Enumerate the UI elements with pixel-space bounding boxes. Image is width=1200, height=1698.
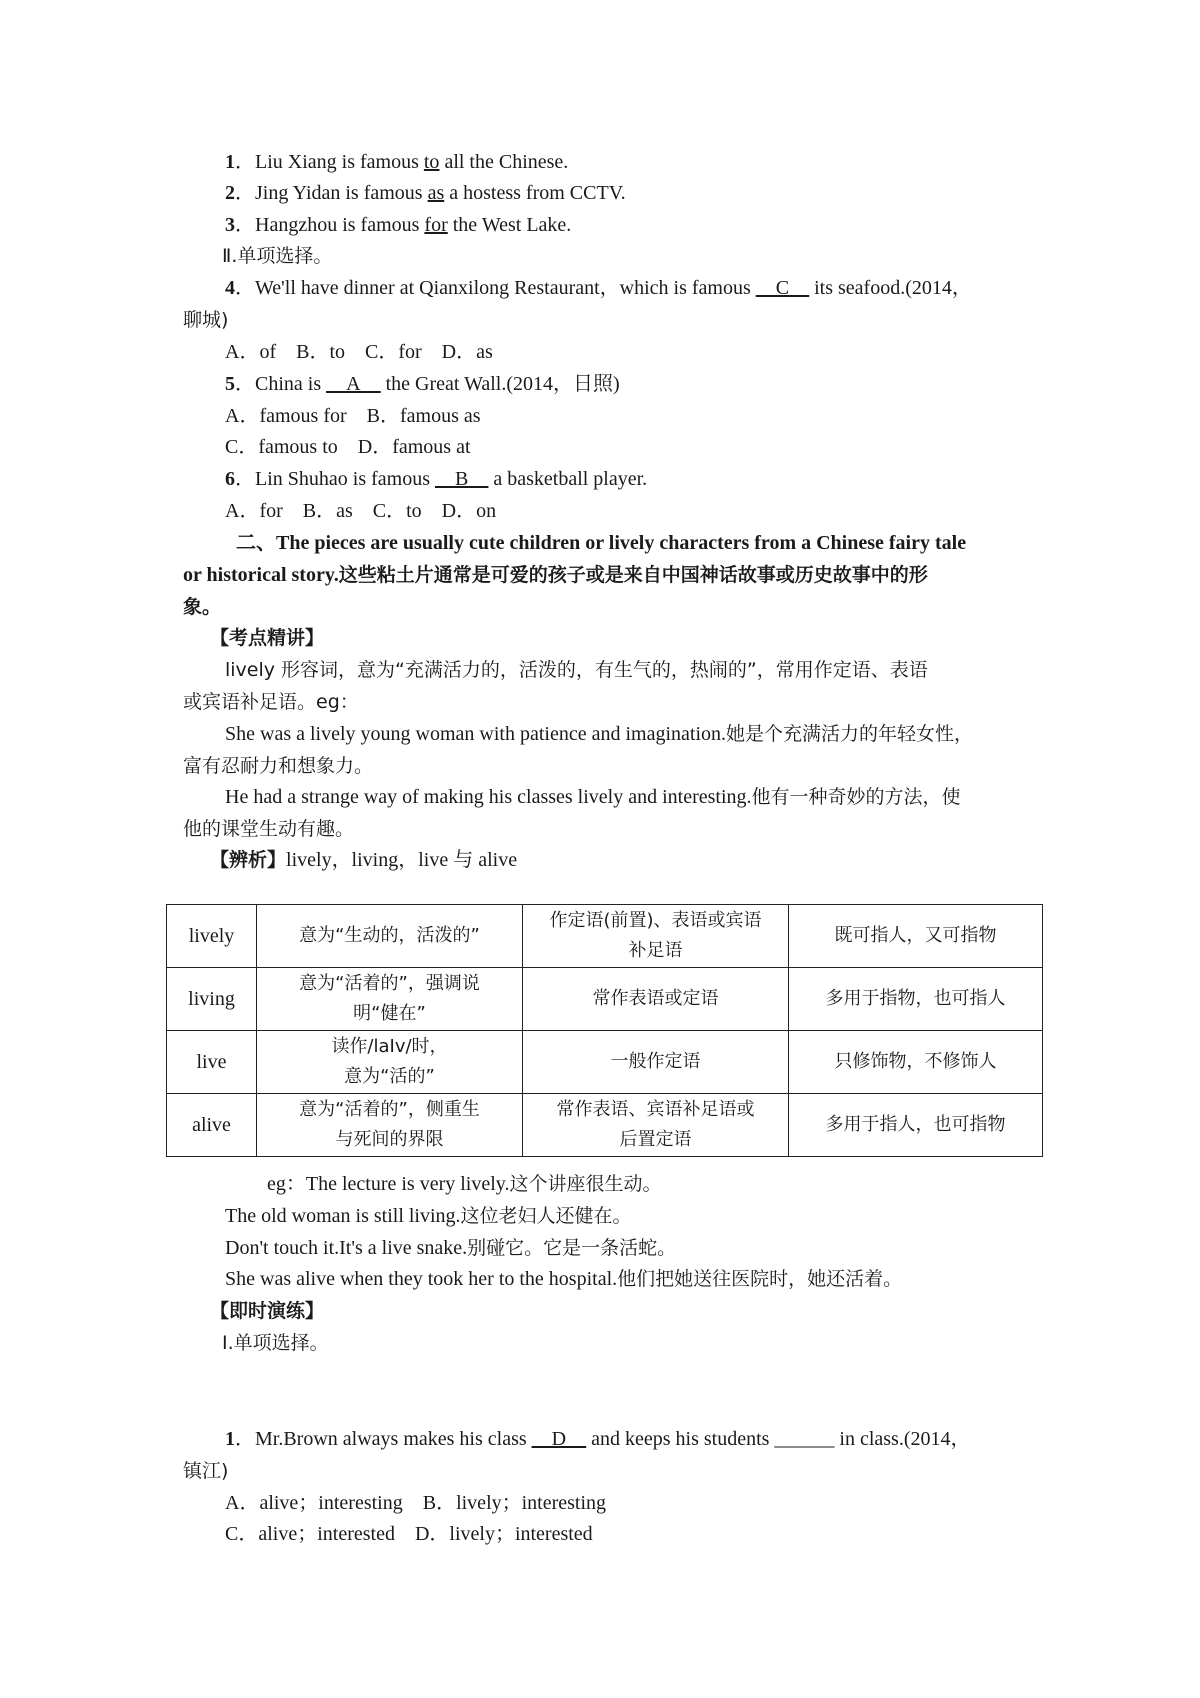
question-1-options-cd: C．alive；interested D．lively；interested	[225, 1523, 593, 1545]
table-cell-meaning-line: 意为“活的”	[344, 1066, 435, 1087]
answer-5: __A__	[326, 373, 381, 395]
section-i-title: Ⅰ.单项选择。	[222, 1332, 329, 1354]
table-cell-usage	[523, 905, 789, 968]
question-4-cont: 聊城)	[183, 309, 229, 331]
table-cell-target: 多用于指物，也可指人	[789, 968, 1043, 1031]
table-cell-usage-line: 补足语	[628, 940, 683, 961]
question-4: 4．We'll have dinner at Qianxilong Restaurant，which is famous __C__ its seafood.(2014，	[225, 277, 972, 299]
table-cell-usage	[523, 968, 789, 1031]
kaodian-heading: 【考点精讲】	[210, 627, 325, 649]
table-cell-word: alive	[167, 1094, 257, 1157]
eg-line-2: The old woman is still living.这位老妇人还健在。	[225, 1205, 632, 1227]
table-cell-meaning-line: 意为“生动的，活泼的”	[299, 925, 480, 946]
point-2-line-3: 象。	[183, 596, 222, 618]
item-2: 2．Jing Yidan is famous as a hostess from CCTV.	[225, 182, 626, 204]
example-1: She was a lively young woman with patience and imagination.她是个充满活力的年轻女性，	[225, 723, 974, 745]
question-6: 6．Lin Shuhao is famous __B__ a basketball player.	[225, 468, 648, 490]
table-cell-usage-line: 后置定语	[619, 1129, 692, 1150]
question-1-cont: 镇江)	[183, 1460, 229, 1482]
table-cell-meaning-line: 意为“活着的”，侧重生	[299, 1099, 480, 1120]
answer-4: __C__	[755, 277, 810, 299]
question-1: 1．Mr.Brown always makes his class __D__ and keeps his students ______ in class.(2014，	[225, 1428, 971, 1450]
practice-heading: 【即时演练】	[210, 1300, 325, 1322]
item-3: 3．Hangzhou is famous for the West Lake.	[225, 214, 572, 236]
comparison-table	[166, 904, 1043, 1157]
table-cell-meaning	[257, 968, 523, 1031]
section-ii-title: Ⅱ.单项选择。	[222, 245, 333, 267]
table-cell-usage	[523, 1031, 789, 1094]
table-row	[167, 968, 1043, 1031]
table-cell-target: 只修饰物，不修饰人	[789, 1031, 1043, 1094]
table-cell-word: live	[167, 1031, 257, 1094]
item-1: 1．Liu Xiang is famous to all the Chinese.	[225, 151, 569, 173]
table-cell-meaning-line: 意为“活着的”，强调说	[299, 973, 480, 994]
table-cell-target: 既可指人，又可指物	[789, 905, 1043, 968]
example-2: He had a strange way of making his classes lively and interesting.他有一种奇妙的方法，使	[225, 786, 961, 808]
table-cell-meaning-line: 读作/laIv/时，	[331, 1036, 448, 1057]
table-cell-usage-line: 一般作定语	[610, 1051, 701, 1072]
table-cell-usage-line: 作定语(前置)、表语或宾语	[549, 910, 762, 931]
table-cell-meaning	[257, 1094, 523, 1157]
eg-line-3: Don't touch it.It's a live snake.别碰它。它是一条活蛇。	[225, 1237, 677, 1259]
table-row	[167, 1094, 1043, 1157]
point-2-line-1: 二、The pieces are usually cute children or lively characters from a Chinese fairy tale	[236, 532, 967, 554]
table-cell-usage	[523, 1094, 789, 1157]
question-5-options-cd: C．famous to D．famous at	[225, 436, 471, 458]
lively-definition-1: lively 形容词，意为“充满活力的，活泼的，有生气的，热闹的”，常用作定语、表语	[225, 659, 928, 681]
point-2-line-2: or historical story.这些粘土片通常是可爱的孩子或是来自中国神话故事或历史故事中的形	[183, 564, 928, 586]
table-row	[167, 905, 1043, 968]
eg-line-4: She was alive when they took her to the hospital.他们把她送往医院时，她还活着。	[225, 1268, 903, 1290]
question-5-options-ab: A．famous for B．famous as	[225, 405, 481, 427]
table-cell-usage-line: 常作表语或定语	[592, 988, 719, 1009]
eg-line-1: eg：The lecture is very lively.这个讲座很生动。	[267, 1173, 662, 1195]
table-cell-word: living	[167, 968, 257, 1031]
example-2-cont: 他的课堂生动有趣。	[183, 818, 355, 840]
table-cell-meaning	[257, 905, 523, 968]
table-cell-meaning	[257, 1031, 523, 1094]
answer-1: __D__	[531, 1428, 587, 1450]
table-row	[167, 1031, 1043, 1094]
question-4-options: A．of B．to C．for D．as	[225, 341, 493, 363]
bianxi-line: 【辨析】lively，living，live 与 alive	[210, 849, 518, 871]
lively-definition-2: 或宾语补足语。eg：	[183, 691, 359, 713]
table-cell-word: lively	[167, 905, 257, 968]
example-1-cont: 富有忍耐力和想象力。	[183, 755, 374, 777]
question-6-options: A．for B．as C．to D．on	[225, 500, 497, 522]
question-5: 5．China is __A__ the Great Wall.(2014，日照)	[225, 373, 620, 395]
table-cell-meaning-line: 与死间的界限	[335, 1129, 444, 1150]
table-cell-meaning-line: 明“健在”	[353, 1003, 426, 1024]
table-cell-usage-line: 常作表语、宾语补足语或	[556, 1099, 755, 1120]
answer-6: __B__	[435, 468, 489, 490]
table-cell-target: 多用于指人，也可指物	[789, 1094, 1043, 1157]
question-1-options-ab: A．alive；interesting B．lively；interesting	[225, 1492, 607, 1514]
